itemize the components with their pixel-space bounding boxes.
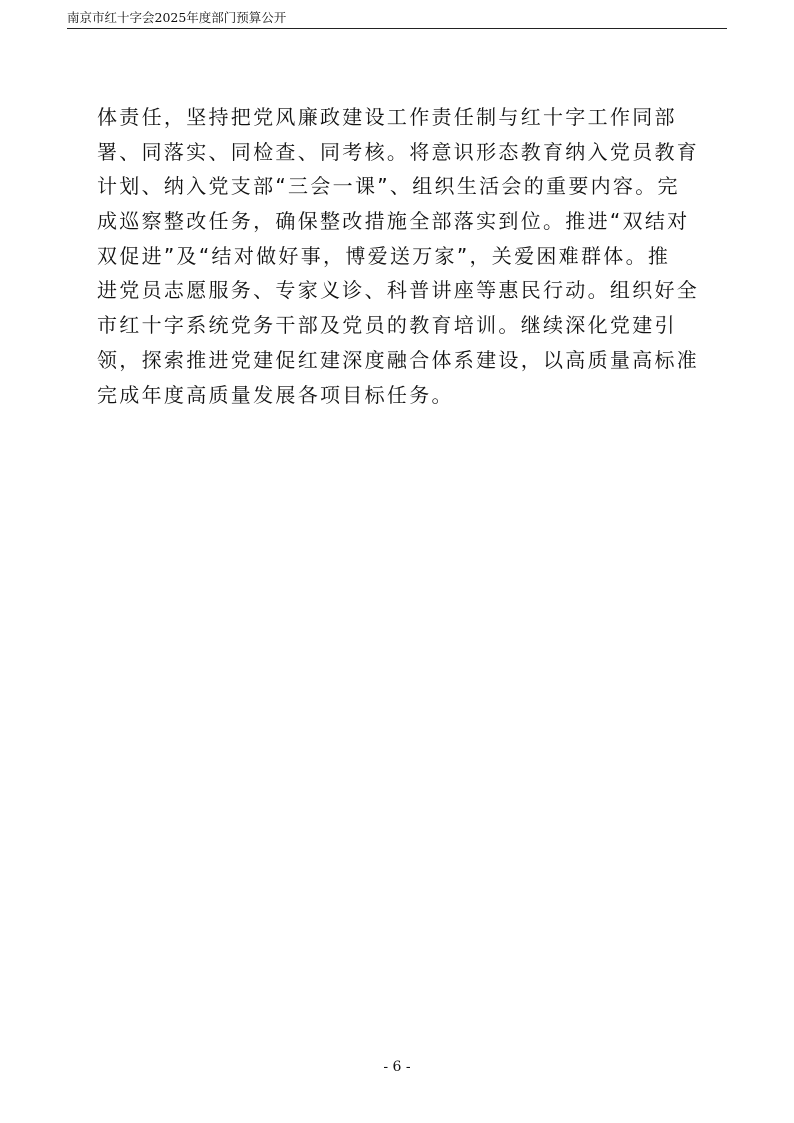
page-number: - 6 -: [383, 1059, 411, 1075]
paragraph-line: 署、同落实、同检查、同考核。将意识形态教育纳入党员教育: [97, 139, 700, 164]
body-paragraph: [97, 100, 700, 412]
paragraph-line: 完成年度高质量发展各项目标任务。: [97, 382, 454, 407]
paragraph-line: 体责任，坚持把党风廉政建设工作责任制与红十字工作同部: [97, 105, 677, 129]
header-title: 南京市红十字会2025年度部门预算公开: [67, 10, 287, 25]
paragraph-line: 计划、纳入党支部“三会一课”、组织生活会的重要内容。完: [97, 174, 680, 199]
paragraph-line: 进党员志愿服务、专家义诊、科普讲座等惠民行动。组织好全: [97, 278, 700, 303]
running-header: [67, 8, 727, 29]
paragraph-line: 领，探索推进党建促红建深度融合体系建设，以高质量高标准: [97, 347, 700, 372]
paragraph-line: 双促进”及“结对做好事，博爱送万家”，关爱困难群体。推: [97, 243, 671, 268]
paragraph-line: 市红十字系统党务干部及党员的教育培训。继续深化党建引: [97, 313, 677, 338]
paragraph-line: 成巡察整改任务，确保整改措施全部落实到位。推进“双结对: [97, 209, 690, 234]
